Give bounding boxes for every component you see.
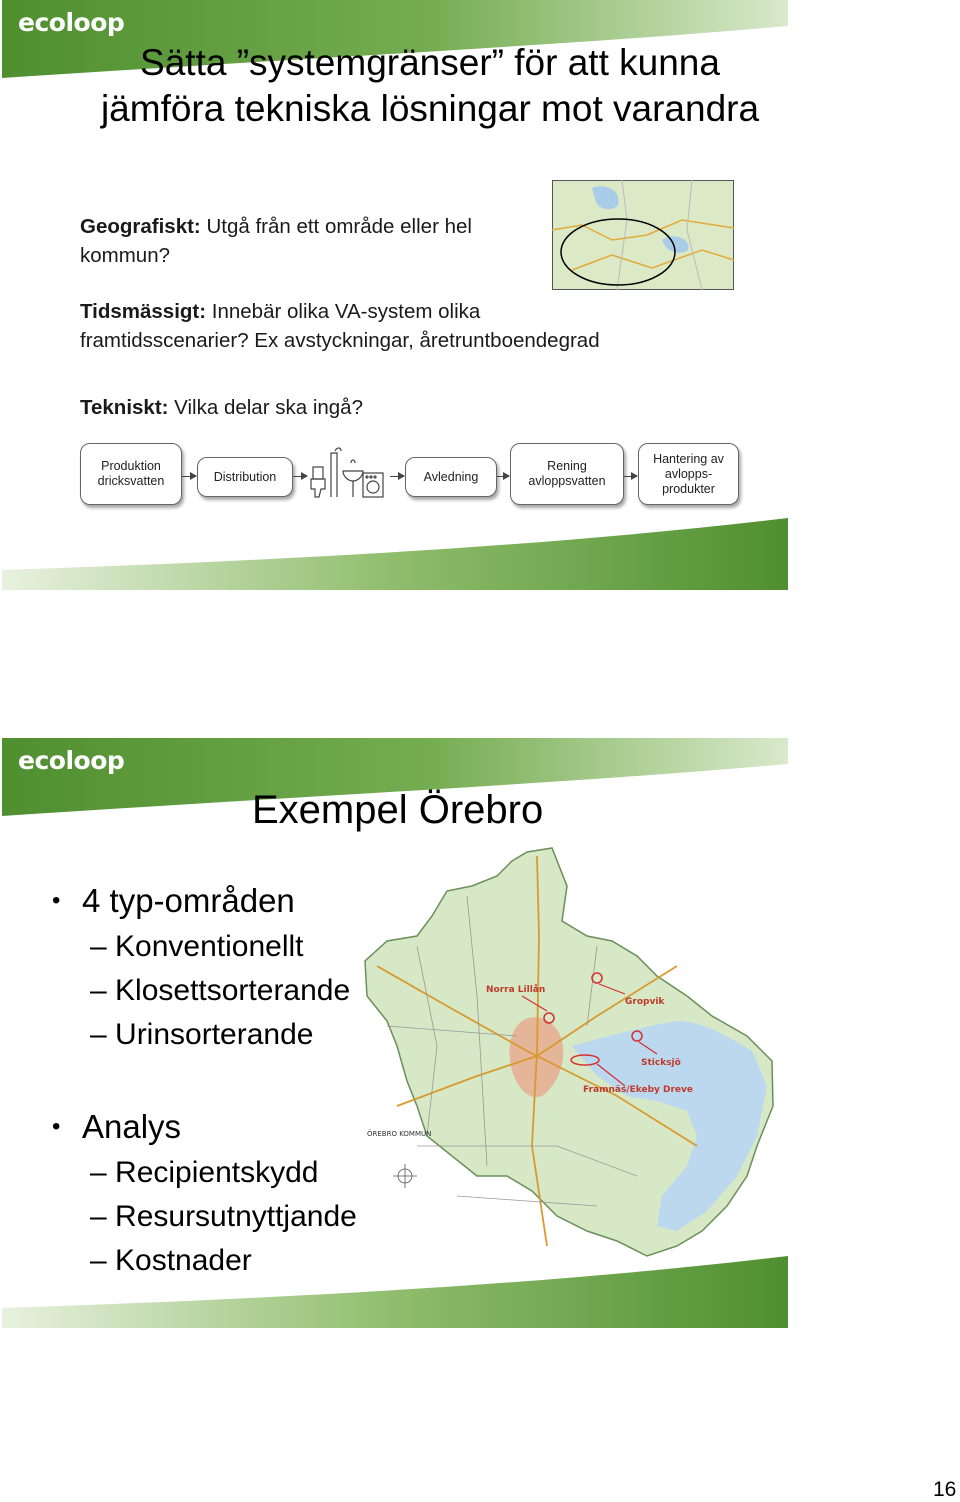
orebro-municipality-map — [357, 846, 777, 1266]
map-kommun-label: ÖREBRO KOMMUN — [367, 1130, 432, 1138]
ecoloop-logo: ecoloop — [18, 746, 125, 775]
flow-box-distribution: Distribution — [197, 457, 293, 497]
flow-arrow — [293, 476, 307, 477]
sub-item: – Konventionellt — [90, 930, 304, 963]
slide-1-title — [72, 40, 788, 132]
flow-box-hantering: Hantering av avlopps- produkter — [638, 443, 739, 505]
tech-text: Vilka delar ska ingå? — [168, 396, 363, 419]
flow-box-produktion: Produktion dricksvatten — [80, 443, 182, 505]
tech-label: Tekniskt: — [80, 396, 169, 419]
label-gropvik: Gropvik — [625, 997, 665, 1007]
geo-label: Geografiskt: — [80, 215, 201, 238]
slide-2-title: Exempel Örebro — [252, 788, 544, 832]
flow-arrow — [624, 476, 637, 477]
slide-1 — [2, 0, 788, 590]
time-paragraph — [80, 297, 600, 355]
time-text: Innebär olika VA-system olika — [206, 300, 481, 323]
area-map-thumbnail — [552, 180, 734, 290]
geo-text-2: kommun? — [80, 244, 171, 267]
title-line-2: jämföra tekniska lösningar mot varandra — [100, 88, 760, 129]
sub-item: – Recipientskydd — [90, 1156, 319, 1189]
bullet-analys: • Analys — [52, 1108, 182, 1145]
flow-box-avledning: Avledning — [405, 457, 497, 497]
page-number: 16 — [933, 1478, 957, 1501]
geo-text: Utgå från ett område eller hel — [200, 215, 472, 238]
bottom-banner — [2, 518, 788, 590]
sub-item: – Klosettsorterande — [90, 974, 351, 1007]
flow-arrow — [390, 476, 404, 477]
sub-item: – Resursutnyttjande — [90, 1200, 357, 1233]
fixtures-icon — [307, 447, 387, 499]
label-framnas: Framnäs/Ekeby Dreve — [583, 1085, 694, 1095]
flow-arrow — [182, 476, 196, 477]
label-norra-lillan: Norra Lillån — [486, 985, 546, 995]
flow-arrow — [497, 476, 509, 477]
sub-item: – Kostnader — [90, 1244, 252, 1277]
time-text-2: framtidsscenarier? Ex avstyckningar, åretruntboendegrad — [80, 329, 600, 352]
flow-box-rening: Rening avloppsvatten — [510, 443, 624, 505]
tech-paragraph — [80, 393, 363, 422]
compass-icon — [393, 1164, 417, 1188]
time-label: Tidsmässigt: — [80, 300, 207, 323]
ecoloop-logo: ecoloop — [18, 8, 125, 37]
label-sticksjo: Sticksjö — [641, 1058, 681, 1068]
title-line-1: Sätta ”systemgränser” för att kunna — [140, 42, 720, 83]
geo-paragraph — [80, 212, 472, 270]
bullet-typ-omraden: • 4 typ-områden — [52, 882, 295, 919]
slide-2 — [2, 738, 788, 1328]
sub-item: – Urinsorterande — [90, 1018, 314, 1051]
